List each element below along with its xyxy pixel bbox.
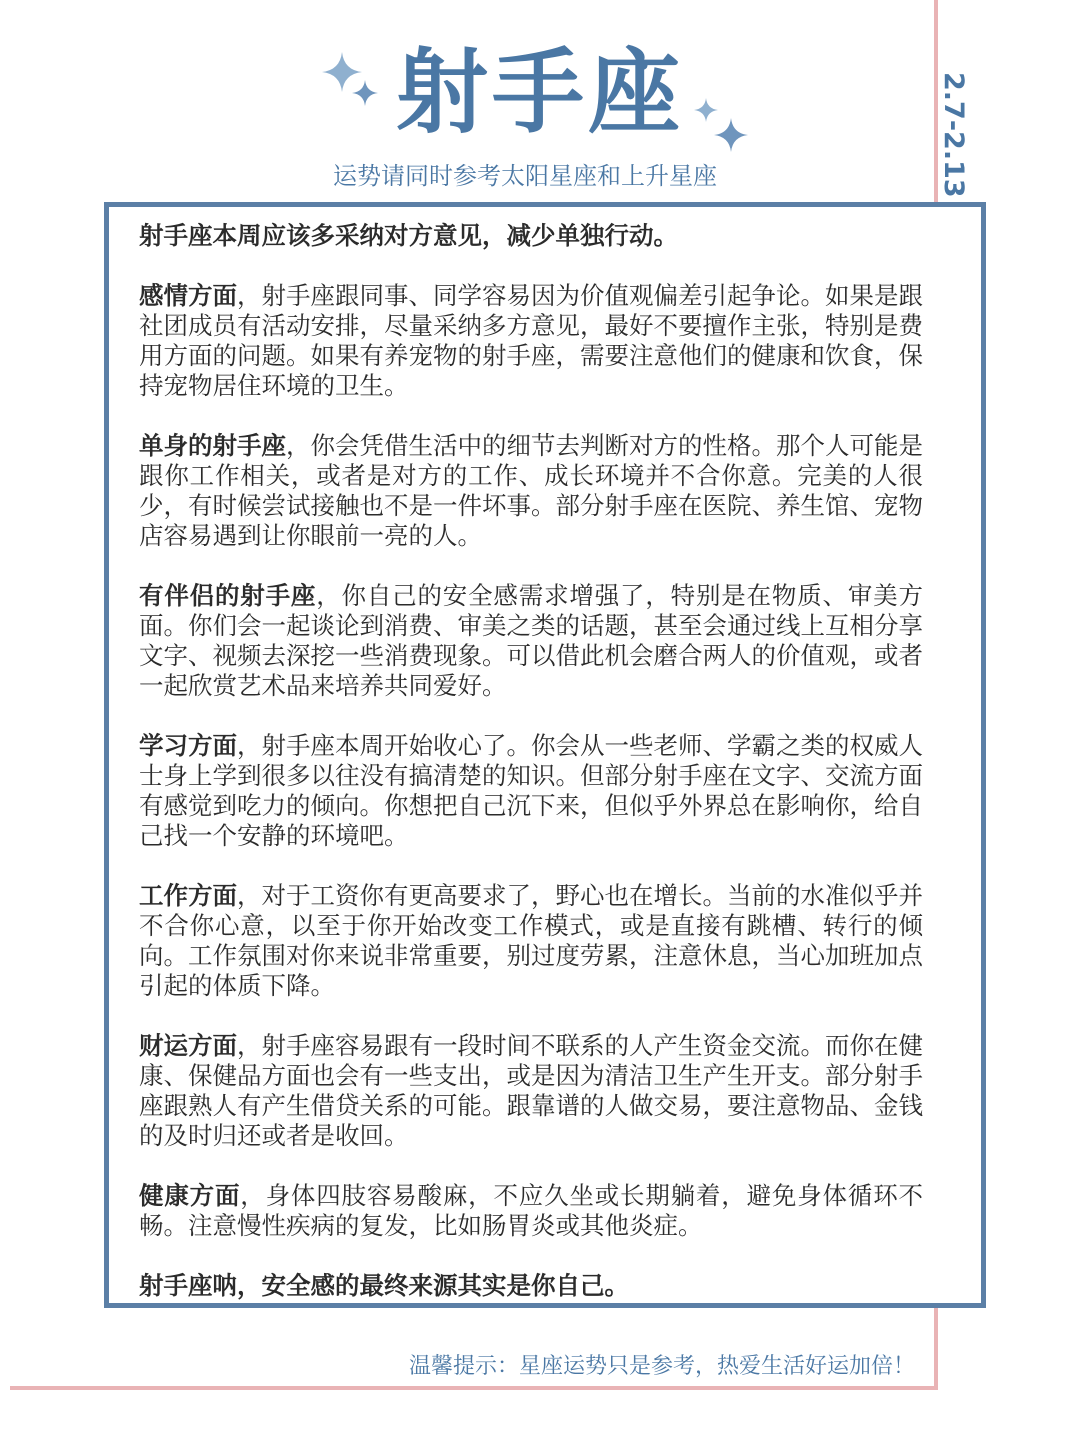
section-heading: 学习方面: [139, 731, 237, 760]
section-heading: 有伴侣的射手座: [139, 581, 317, 610]
page-title: 射手座: [395, 39, 684, 146]
page-subtitle: 运势请同时参考太阳星座和上升星座: [333, 162, 717, 190]
section-love: [139, 281, 923, 401]
section-heading: 感情方面: [139, 281, 237, 310]
section-single: [139, 431, 923, 551]
horoscope-content: [139, 221, 923, 1301]
pink-horizontal-line: [10, 1386, 938, 1390]
section-text: ，对于工资你有更高要求了，野心也在增长。当前的水准似乎并不合你心意，以至于你开始改变工作模式，或是直接有跳槽、转行的倾向。工作氛围对你来说非常重要，别过度劳累，注意休息，当心加班加点引起的体质下降。: [139, 881, 923, 1000]
section-partnered: [139, 581, 923, 701]
intro-text: 射手座本周应该多采纳对方意见，减少单独行动。: [139, 221, 678, 250]
footer-tip: 温馨提示：星座运势只是参考，热爱生活好运加倍！: [408, 1354, 915, 1379]
content-card: [104, 202, 986, 1308]
closing-text: 射手座呐，安全感的最终来源其实是你自己。: [139, 1271, 629, 1300]
section-heading: 工作方面: [139, 881, 237, 910]
section-study: [139, 731, 923, 851]
section-text: ，你自己的安全感需求增强了，特别是在物质、审美方面。你们会一起谈论到消费、审美之类的话题，甚至会通过线上互相分享文字、视频去深挖一些消费现象。可以借此机会磨合两人的价值观，或者一起欣赏艺术品来培养共同爱好。: [139, 581, 923, 700]
section-text: ，射手座容易跟有一段时间不联系的人产生资金交流。而你在健康、保健品方面也会有一些支出，或是因为清洁卫生产生开支。部分射手座跟熟人有产生借贷关系的可能。跟靠谱的人做交易，要注意物品、金钱的及时归还或者是收回。: [139, 1031, 923, 1150]
section-text: ，你会凭借生活中的细节去判断对方的性格。那个人可能是跟你工作相关，或者是对方的工作、成长环境并不合你意。完美的人很少，有时候尝试接触也不是一件坏事。部分射手座在医院、养生馆、宠物店容易遇到让你眼前一亮的人。: [139, 431, 923, 550]
section-wealth: [139, 1031, 923, 1151]
section-text: ，射手座跟同事、同学容易因为价值观偏差引起争论。如果是跟社团成员有活动安排，尽量采纳多方意见，最好不要擅作主张，特别是费用方面的问题。如果有养宠物的射手座，需要注意他们的健康和饮食，保持宠物居住环境的卫生。: [139, 281, 923, 400]
section-heading: 财运方面: [139, 1031, 237, 1060]
date-range: 2.7-2.13: [938, 72, 969, 198]
section-text: ，射手座本周开始收心了。你会从一些老师、学霸之类的权威人士身上学到很多以往没有搞清楚的知识。但部分射手座在文字、交流方面有感觉到吃力的倾向。你想把自己沉下来，但似乎外界总在影响你，给自己找一个安静的环境吧。: [139, 731, 923, 850]
section-text: ，身体四肢容易酸麻，不应久坐或长期躺着，避免身体循环不畅。注意慢性疾病的复发，比如肠胃炎或其他炎症。: [139, 1181, 924, 1240]
section-heading: 健康方面: [139, 1181, 241, 1210]
section-health: [139, 1181, 923, 1241]
section-work: [139, 881, 923, 1001]
section-heading: 单身的射手座: [139, 431, 286, 460]
